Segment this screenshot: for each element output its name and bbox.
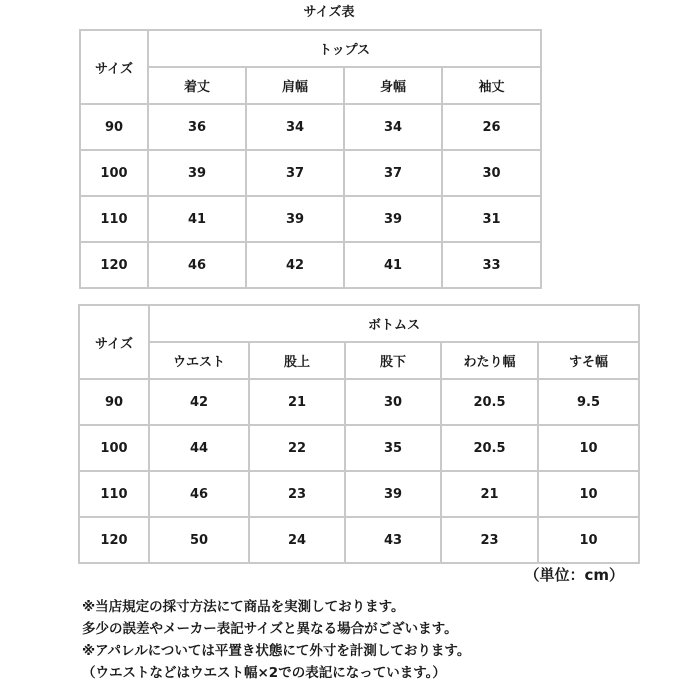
size-chart-title	[0, 4, 700, 22]
value-cell: 21	[441, 471, 538, 517]
bottoms-column-header-row	[79, 342, 639, 379]
value-cell: 46	[148, 242, 246, 288]
value-cell: 42	[149, 379, 249, 425]
size-cell: 110	[79, 471, 149, 517]
value-cell: 39	[345, 471, 441, 517]
tops-col-header: 肩幅	[246, 67, 344, 104]
value-cell: 24	[249, 517, 345, 563]
note-line: （ウエストなどはウエスト幅×2での表記になっています。）	[82, 665, 446, 681]
table-row	[80, 104, 541, 150]
value-cell: 21	[249, 379, 345, 425]
table-row	[79, 379, 639, 425]
value-cell: 9.5	[538, 379, 639, 425]
value-cell: 41	[344, 242, 442, 288]
value-cell: 33	[442, 242, 541, 288]
bottoms-size-header: サイズ	[79, 305, 149, 379]
table-row	[80, 242, 541, 288]
size-cell: 90	[79, 379, 149, 425]
note-line: ※アパレルについては平置き状態にて外寸を計測しております。	[82, 643, 471, 659]
value-cell: 34	[344, 104, 442, 150]
tops-col-header: 身幅	[344, 67, 442, 104]
unit-label: （単位：cm）	[524, 566, 624, 584]
value-cell: 41	[148, 196, 246, 242]
value-cell: 37	[246, 150, 344, 196]
value-cell: 22	[249, 425, 345, 471]
value-cell: 23	[249, 471, 345, 517]
table-row	[79, 425, 639, 471]
value-cell: 20.5	[441, 425, 538, 471]
tops-group-header-row	[80, 30, 541, 67]
value-cell: 30	[345, 379, 441, 425]
bottoms-col-header: 股上	[249, 342, 345, 379]
value-cell: 46	[149, 471, 249, 517]
measurement-notes	[82, 596, 470, 684]
size-cell: 100	[80, 150, 148, 196]
value-cell: 34	[246, 104, 344, 150]
tops-size-table	[79, 29, 542, 289]
size-chart-title-text: サイズ表	[303, 5, 355, 20]
value-cell: 23	[441, 517, 538, 563]
tops-size-header: サイズ	[80, 30, 148, 104]
tops-col-header: 着丈	[148, 67, 246, 104]
value-cell: 10	[538, 517, 639, 563]
table-row	[79, 517, 639, 563]
bottoms-col-header: ウエスト	[149, 342, 249, 379]
note-line: 多少の誤差やメーカー表記サイズと異なる場合がございます。	[82, 621, 458, 637]
tops-column-header-row	[80, 67, 541, 104]
note-line: ※当店規定の採寸方法にて商品を実測しております。	[82, 599, 405, 615]
size-cell: 120	[80, 242, 148, 288]
value-cell: 50	[149, 517, 249, 563]
size-cell: 110	[80, 196, 148, 242]
value-cell: 44	[149, 425, 249, 471]
size-cell: 120	[79, 517, 149, 563]
bottoms-group-header: ボトムス	[149, 305, 639, 342]
value-cell: 36	[148, 104, 246, 150]
bottoms-group-header-row	[79, 305, 639, 342]
value-cell: 10	[538, 471, 639, 517]
value-cell: 31	[442, 196, 541, 242]
value-cell: 37	[344, 150, 442, 196]
value-cell: 39	[344, 196, 442, 242]
bottoms-col-header: すそ幅	[538, 342, 639, 379]
bottoms-col-header: 股下	[345, 342, 441, 379]
table-row	[80, 196, 541, 242]
value-cell: 35	[345, 425, 441, 471]
size-cell: 100	[79, 425, 149, 471]
value-cell: 20.5	[441, 379, 538, 425]
bottoms-size-table	[78, 304, 640, 564]
value-cell: 26	[442, 104, 541, 150]
bottoms-col-header: わたり幅	[441, 342, 538, 379]
value-cell: 39	[246, 196, 344, 242]
size-cell: 90	[80, 104, 148, 150]
value-cell: 43	[345, 517, 441, 563]
value-cell: 42	[246, 242, 344, 288]
table-row	[80, 150, 541, 196]
table-row	[79, 471, 639, 517]
value-cell: 30	[442, 150, 541, 196]
tops-col-header: 袖丈	[442, 67, 541, 104]
value-cell: 10	[538, 425, 639, 471]
tops-group-header: トップス	[148, 30, 541, 67]
value-cell: 39	[148, 150, 246, 196]
